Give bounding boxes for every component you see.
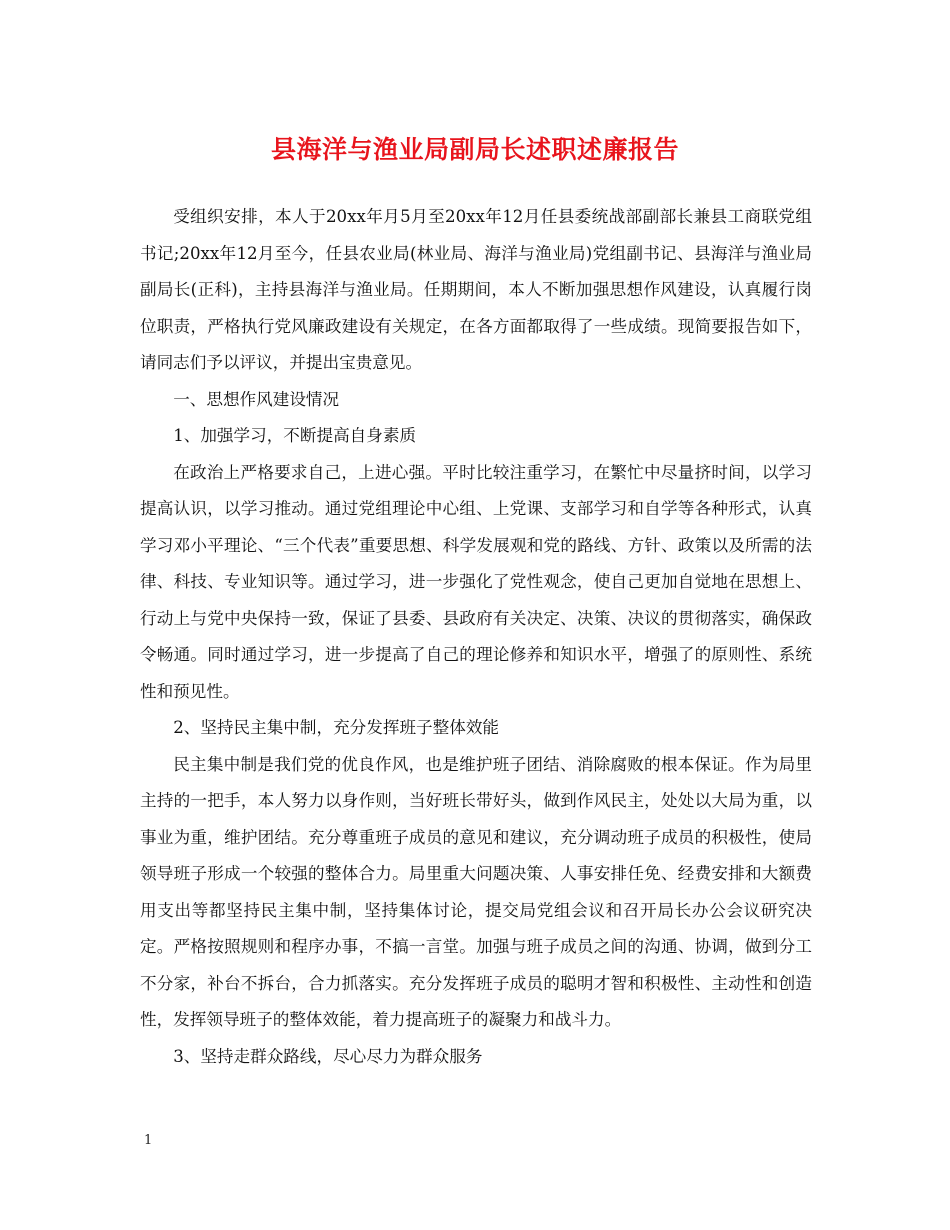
document-title: 县海洋与渔业局副局长述职述廉报告: [270, 135, 679, 164]
subheading-1: 1、加强学习，不断提高自身素质: [173, 426, 417, 445]
paragraph-democracy: 民主集中制是我们党的优良作风，也是维护班子团结、消除腐败的根本保证。作为局里主持的一把手，本人努力以身作则，当好班长带好头，做到作风民主，处处以大局为重，以事业为重，维护团结。充分尊重班子成员的意见和建议，充分调动班子成员的积极性，使局领导班子形成一个较强的整体合力。局里重大问题决策、人事安排任免、经费安排和大额费用支出等都坚持民主集中制，坚持集体讨论，提交局党组会议和召开局长办公会议研究决定。严格按照规则和程序办事，不搞一言堂。加强与班子成员之间的沟通、协调，做到分工不分家，补台不拆台，合力抓落实。充分发挥班子成员的聪明才智和积极性、主动性和创造性，发挥领导班子的整体效能，着力提高班子的凝聚力和战斗力。: [140, 754, 812, 1029]
document-body: [140, 199, 812, 1075]
page-number: 1: [144, 1133, 153, 1148]
paragraph-intro: 受组织安排，本人于20xx年月5月至20xx年12月任县委统战部副部长兼县工商联党组书记;20xx年12月至今，任县农业局(林业局、海洋与渔业局)党组副书记、县海洋与渔业局副局长(正科)，主持县海洋与渔业局。任期期间，本人不断加强思想作风建设，认真履行岗位职责，严格执行党风廉政建设有关规定，在各方面都取得了一些成绩。现简要报告如下，请同志们予以评议，并提出宝贵意见。: [140, 207, 812, 372]
section-heading-1: 一、思想作风建设情况: [173, 389, 340, 409]
subheading-2: 2、坚持民主集中制，充分发挥班子整体效能: [173, 718, 500, 737]
paragraph-study: 在政治上严格要求自己，上进心强。平时比较注重学习，在繁忙中尽量挤时间，以学习提高认识，以学习推动。通过党组理论中心组、上党课、支部学习和自学等各种形式，认真学习邓小平理论、“三个代表”重要思想、科学发展观和党的路线、方针、政策以及所需的法律、科技、专业知识等。通过学习，进一步强化了党性观念，使自己更加自觉地在思想上、行动上与党中央保持一致，保证了县委、县政府有关决定、决策、决议的贯彻落实，确保政令畅通。同时通过学习，进一步提高了自己的理论修养和知识水平，增强了的原则性、系统性和预见性。: [140, 462, 812, 701]
subheading-3: 3、坚持走群众路线，尽心尽力为群众服务: [173, 1046, 483, 1066]
